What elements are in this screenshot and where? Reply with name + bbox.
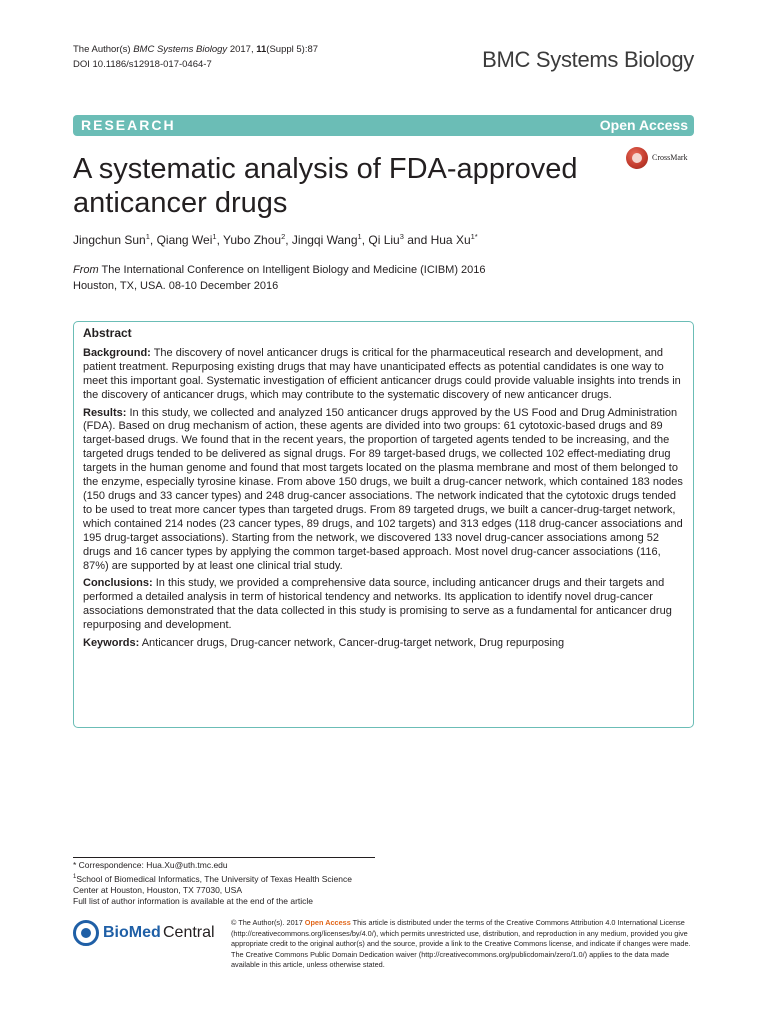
author-separator: , xyxy=(285,233,292,247)
abstract-box xyxy=(73,321,694,728)
abstract-section-label: Conclusions: xyxy=(83,577,153,590)
brand-bold: BioMed xyxy=(103,924,161,941)
article-title: A systematic analysis of FDA-approved anticancer drugs xyxy=(73,153,578,219)
author-separator: and xyxy=(403,233,431,247)
article-type-label: RESEARCH xyxy=(81,117,176,133)
affiliation-line-2: Center at Houston, Houston, TX 77030, USA xyxy=(73,884,242,895)
abstract-section xyxy=(83,637,686,651)
affiliation-mark: 1 xyxy=(73,873,77,880)
conference-name: The International Conference on Intelligent Biology and Medicine (ICIBM) 2016 xyxy=(98,264,486,276)
affiliation xyxy=(73,872,375,885)
author-affiliation-mark: 1 xyxy=(145,232,150,241)
author-separator: , xyxy=(149,233,157,247)
citation-journal: BMC Systems Biology xyxy=(133,44,228,55)
abstract-section xyxy=(83,577,686,633)
abstract-section xyxy=(83,407,686,574)
abstract-body xyxy=(83,347,686,651)
crossmark-badge[interactable] xyxy=(626,145,698,173)
full-author-info-note: Full list of author information is available at the end of the article xyxy=(73,896,314,907)
author-affiliation-mark: 2 xyxy=(281,232,286,241)
open-access-label: Open Access xyxy=(599,117,688,133)
section-bar xyxy=(73,115,694,136)
abstract-section-label: Background: xyxy=(83,346,151,359)
abstract-section xyxy=(83,347,686,403)
citation-prefix: The Author(s) xyxy=(73,44,134,55)
license-text xyxy=(231,918,696,971)
affiliation-line-1: School of Biomedical Informatics, The University of Texas Health Science xyxy=(76,873,352,884)
author-separator: , xyxy=(216,233,224,247)
crossmark-label: CrossMark xyxy=(652,153,688,162)
abstract-section-text: The discovery of novel anticancer drugs is critical for the pharmaceutical research and development, and patient treatment. Repurposing existing drugs that may have unanticipated effects as potential candidates is one way to meet this important goal. Systematic investigation of efficient anticancer drugs could provide valuable insights into trends in the discovery of anticancer drugs, which may contribute to the systematic discovery of new anticancer drugs. xyxy=(83,346,681,401)
abstract-section-label: Keywords: xyxy=(83,637,140,650)
citation-year: 2017, xyxy=(227,44,257,55)
license-body: This article is distributed under the terms of the Creative Commons Attribution 4.0 International License (http://creativecommons.org/licenses/by/4.0/), which permits unrestricted use, distribution, and reproduction in any medium, provided you give appropriate credit to the original author(s) and the source, provide a link to the Creative Commons license, and indicate if changes were made. The Creative Commons Public Domain Dedication waiver (http://creativecommons.org/publicdomain/zero/1.0/) applies to the data made available in this article, unless otherwise stated. xyxy=(231,918,691,969)
author-affiliation-mark: 1 xyxy=(212,232,217,241)
author-affiliation-mark: 1 xyxy=(357,232,362,241)
correspondence: * Correspondence: Hua.Xu@uth.tmc.edu xyxy=(73,860,228,870)
author-name[interactable]: Hua Xu xyxy=(430,233,471,247)
author-name[interactable]: Jingchun Sun xyxy=(73,233,146,247)
author-name[interactable]: Yubo Zhou xyxy=(223,233,282,247)
conference-location: Houston, TX, USA. 08-10 December 2016 xyxy=(73,280,279,292)
copyright: © The Author(s). 2017 xyxy=(231,918,305,927)
crossmark-icon xyxy=(626,147,648,169)
abstract-section-label: Results: xyxy=(83,406,127,419)
abstract-section-text: In this study, we collected and analyzed 150 anticancer drugs approved by the US Food and Drug Administration (FDA). Based on drug mechanism of action, these agents are divided into two groups: 61 cytotoxic-based drugs and 89 target-based drugs. We found that in the recent years, the proportion of targeted agents tended to be increasing, and the targeted drugs tended to be delivered as signal drugs. For 89 target-based drugs, we collected 102 effect-mediating drug targets in the human genome and found that most targets located on the plasma membrane and most of them belonged to the enzyme, especially tyrosine kinase. From above 150 drugs, we built a drug-cancer network, which contained 183 nodes (150 drugs and 33 cancer types) and 248 drug-cancer associations. The network indicated that the cytotoxic drugs tended to be used to treat more cancer types than targeted drugs. From 89 targeted drugs, we built a cancer-drug-target network, which contained 214 nodes (23 cancer types, 89 drugs, and 102 targets) and 313 edges (118 drug-cancer associations and 195 drug-target associations). Starting from the network, we discovered 133 novel drug-cancer associations among 52 drugs and 16 cancer types by applying the common target-based approach. Most novel drug-cancer associations (116, 87%) are supported by at least one clinical trial study. xyxy=(83,406,683,572)
author-separator: , xyxy=(361,233,369,247)
journal-name: BMC Systems Biology xyxy=(482,47,694,72)
biomed-central-logo xyxy=(73,918,223,950)
author-affiliation-mark: 1* xyxy=(470,232,478,241)
article-citation xyxy=(73,42,318,72)
license-open-access: Open Access xyxy=(304,918,351,927)
abstract-section-text: In this study, we provided a comprehensive data source, including anticancer drugs and their targets and performed a detailed analysis in term of historical tendency and networks. Its application to identify novel drug-cancer associations demonstrated that the data collected in this study is promising to serve as a fundamental for anticancer drug repurposing and development. xyxy=(83,577,672,632)
citation-suffix: (Suppl 5):87 xyxy=(266,44,319,55)
biomed-central-icon xyxy=(73,920,99,946)
abstract-heading: Abstract xyxy=(83,326,132,340)
author-name[interactable]: Qiang Wei xyxy=(156,233,213,247)
author-affiliation-mark: 3 xyxy=(399,232,404,241)
author-name[interactable]: Qi Liu xyxy=(368,233,400,247)
author-list xyxy=(73,232,478,247)
brand-regular: Central xyxy=(163,924,215,941)
from-prefix: From xyxy=(73,264,99,276)
author-name[interactable]: Jingqi Wang xyxy=(291,233,358,247)
citation-line xyxy=(73,42,318,57)
footnotes xyxy=(73,857,375,908)
abstract-section-text: Anticancer drugs, Drug-cancer network, Cancer-drug-target network, Drug repurposing xyxy=(139,637,565,650)
citation-volume: 11 xyxy=(256,44,267,55)
doi-link[interactable]: DOI 10.1186/s12918-017-0464-7 xyxy=(73,59,212,70)
conference-info xyxy=(73,262,486,294)
